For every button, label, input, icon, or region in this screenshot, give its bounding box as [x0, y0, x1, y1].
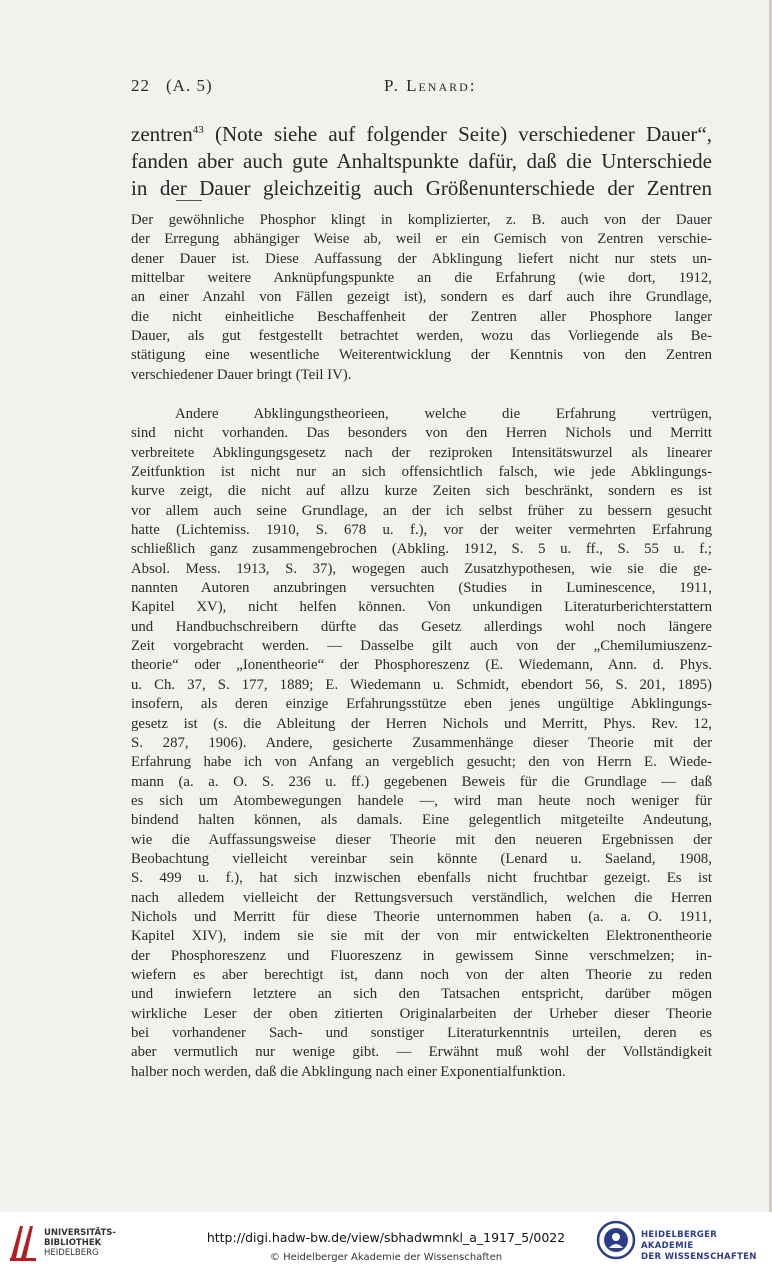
text-line: Erfahrung habe ich von Anfang an vergeblich gesucht; den von Herrn E. Wiede- — [131, 754, 712, 771]
text-line: und Handbuchschreibern dürfte das Gesetz allerdings wohl noch längere — [131, 618, 712, 635]
footnote-rule — [176, 200, 202, 201]
text-line: sind nicht vorhanden. Das besonders von den Herren Nichols und Merritt — [131, 425, 712, 442]
main-line: zentren$^{43}$ (Note siehe auf folgender Seite) verschiedener Dauer“, — [131, 122, 712, 146]
text-line: nach alledem vielleicht der Rettungsversuch verständlich, welchen die Herren — [131, 889, 712, 906]
text-line: Absol. Mess. 1913, S. 37), wogegen auch Zusatzhypothesen, wie sie die ge- — [131, 560, 712, 577]
main-line: fanden aber auch gute Anhaltspunkte dafür, daß die Unterschiede — [131, 149, 712, 173]
text-line: theorie“ oder „Ionentheorie“ der Phosphoreszenz (E. Wiedemann, Ann. d. Phys. — [131, 657, 712, 674]
text-line: hatte (Lichtemiss. 1910, S. 678 u. f.), vor der weiter vermehrten Erfahrung — [131, 522, 712, 539]
text-line: dener Dauer ist. Diese Auffassung der Abklingung liefert nicht nur stets un- — [131, 250, 712, 267]
text-line: verbreitete Abklingungsgesetz nach der reziproken Intensitätswurzel als linearer — [131, 444, 712, 461]
text-line: S. 287, 1906). Andere, gesicherte Zusammenhänge dieser Theorie mit der — [131, 734, 712, 751]
paragraph-1 — [131, 211, 712, 385]
text-line: wie die Auffassungsweise dieser Theorie mit den neueren Ergebnissen der — [131, 831, 712, 848]
text-line: Zeitfunktion ist nicht nur an sich offensichtlich falsch, wie jede Abklingungs- — [131, 464, 712, 481]
text-line: insofern, als deren einzige Erfahrungsstütze eben jenes ungültige Abklingungs- — [131, 696, 712, 713]
text-line: gesetz ist (s. die Ableitung der Herren Nichols und Merritt, Phys. Rev. 12, — [131, 715, 712, 732]
text-line: vor allem auch seine Grundlage, an der ich selbst früher zu bessern gesucht — [131, 502, 712, 519]
text-line: Nichols und Merritt für diese Theorie unternommen haben (a. a. O. 1911, — [131, 908, 712, 925]
text-line: es sich um Atombewegungen handele —, wird man heute noch weniger für — [131, 792, 712, 809]
text-line: Andere Abklingungstheorieen, welche die Erfahrung vertrügen, — [175, 406, 712, 422]
section-ref: (A. 5) — [166, 76, 213, 95]
text-line: der Phosphoreszenz und Fluoreszenz in gewissem Sinne verschmelzen; in- — [131, 947, 712, 964]
text-line: Zeit vorgebracht werden. — Dasselbe gilt auch von der „Chemilumiuszenz- — [131, 638, 712, 655]
text-line: kurve zeigt, die nicht auf allzu kurze Zeiten sich beschränkt, sondern es ist — [131, 483, 712, 500]
text-line: wiefern es aber berechtigt ist, dann noch von der alten Theorie zu reden — [131, 966, 712, 983]
main-line: in der Dauer gleichzeitig auch Größenunterschiede der Zentren — [131, 176, 712, 200]
text-line: bindend halten können, als damals. Eine gelegentlich mitgeteilte Andeutung, — [131, 812, 712, 829]
text-line: bei vorhandener Sach- und sonstiger Literaturkenntnis urteilen, deren es — [131, 1025, 712, 1041]
text-line: schließlich ganz zusammengebrochen (Abkling. 1912, S. 5 u. ff., S. 55 u. f.; — [131, 541, 712, 558]
text-line: nannten Autoren anzubringen versuchten (Studies in Luminescence, 1911, — [131, 580, 712, 597]
text-line: Der gewöhnliche Phosphor klingt in komplizierter, z. B. auch von der Dauer — [131, 212, 712, 228]
text-line: Dauer, als gut festgestellt betrachtet werden, wozu das Vorliegende als Be- — [131, 328, 712, 345]
text-line: mittelbar weitere Anknüpfungspunkte an die Erfahrung (wie dort, 1912, — [131, 270, 712, 287]
header-author: P. Lenard: — [384, 76, 477, 95]
permalink-url[interactable]: http://digi.hadw-bw.de/view/sbhadwmnkl_a_1917_5/0022 — [206, 1230, 566, 1245]
text-line: und inwiefern letztere an sich den Tatsachen entspricht, darüber mögen — [131, 986, 712, 1003]
academy-logo-text: HEIDELBERGER AKADEMIE DER WISSENSCHAFTEN — [641, 1230, 757, 1262]
page-number: 22 — [131, 76, 150, 95]
text-line: Kapitel XV), nicht helfen können. Von unkundigen Literaturberichterstattern — [131, 599, 712, 616]
text-line: an einer Anzahl von Fällen gezeigt ist), sondern es darf auch ihre Grundlage, — [131, 289, 712, 306]
main-text — [131, 121, 712, 202]
text-line: wirkliche Leser der oben zitierten Originalarbeiten der Urheber dieser Theorie — [131, 1005, 712, 1022]
footnote-marker: 43 — [192, 124, 204, 136]
text-line: u. Ch. 37, S. 177, 1889; E. Wiedemann u. Schmidt, ebendort 56, S. 201, 1895) — [131, 676, 712, 693]
text-line: Beobachtung vielleicht vereinbar sein könnte (Lenard u. Saeland, 1908, — [131, 850, 712, 867]
academy-seal-icon — [596, 1220, 636, 1260]
text-line: der Erregung abhängiger Weise ab, weil er ein Gemisch von Zentren verschie- — [131, 231, 712, 248]
paragraph-2 — [131, 405, 712, 1082]
text-line: mann (a. a. O. S. 236 u. ff.) gegebenen Beweis für die Grundlage — daß — [131, 773, 712, 790]
text-line: die nicht einheitliche Beschaffenheit der Zentren aller Phosphore langer — [131, 308, 712, 325]
text-line: verschiedener Dauer bringt (Teil IV). — [131, 366, 352, 383]
footer-bar — [0, 1212, 772, 1271]
copyright-notice: © Heidelberger Akademie der Wissenschaften — [269, 1252, 503, 1263]
library-logo-text: UNIVERSITÄTS- BIBLIOTHEK HEIDELBERG — [44, 1228, 116, 1258]
text-line: S. 499 u. f.), hat sich inzwischen ebenfalls nicht fruchtbar gezeigt. Es ist — [131, 870, 712, 887]
text-line: halber noch werden, daß die Abklingung nach einer Exponentialfunktion. — [131, 1063, 566, 1080]
academy-logo[interactable] — [596, 1220, 766, 1264]
text-line: stätigung eine wesentliche Weiterentwicklung der Kenntnis von den Zentren — [131, 347, 712, 364]
text-line: aber vermutlich nur wenige gibt. — Erwähnt muß wohl der Vollständigkeit — [131, 1044, 712, 1061]
text-line: Kapitel XIV), indem sie sie mit der von mir entwickelten Elektronentheorie — [131, 928, 712, 945]
